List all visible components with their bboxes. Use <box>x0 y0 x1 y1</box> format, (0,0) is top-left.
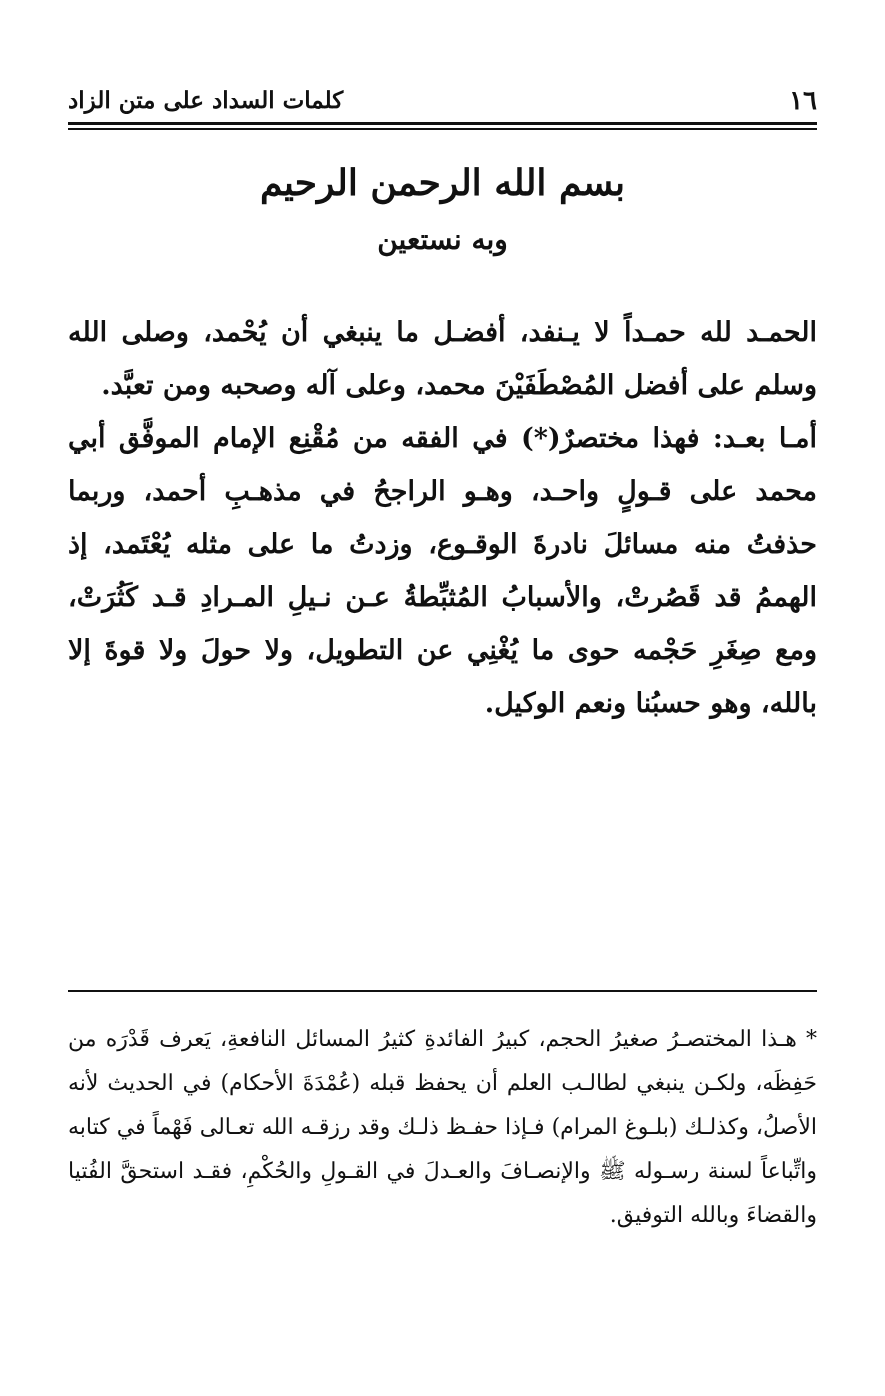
page-number: ١٦ <box>789 86 817 116</box>
paragraph: أمـا بعـد: فهذا مختصرٌ(*) في الفقه من مُقْنِع الإمام الموفَّق أبي محمد على قـولٍ واحـد، وهـو الراجحُ في مذهـبِ أحمد، وربما حذفتُ منه مسائلَ نادرةَ الوقـوع، وزدتُ ما على مثله يُعْتَمد، إذ الهممُ قد قَصُرتْ، والأسبابُ المُثبِّطةُ عـن نـيلِ المـرادِ قـد كَثُرَتْ، ومع صِغَرِ حَجْمه حوى ما يُغْنِي عن التطويل، ولا حولَ ولا قوةَ إلا بالله، وهو حسبُنا ونعم الوكيل. <box>68 423 817 719</box>
footnote: * هـذا المختصـرُ صغيرُ الحجم، كبيرُ الفائدةِ كثيرُ المسائل النافعةِ، يَعرف قَدْرَه من حَفِظَه، ولكـن ينبغي لطالـب العلم أن يحفظ قبله (عُمْدَةَ الأحكام) في الحديث لأنه الأصلُ، وكذلـك (بلـوغ المرام) فـإذا حفـظ ذلـك وقد رزقـه الله تعـالى فَهْماً في كتابه واتِّباعاً لسنة رسـوله ﷺ والإنصـافَ والعـدلَ في القـولِ والحُكْمِ، فقـد استحقَّ الفُتيا والقضاءَ وبالله التوفيق. <box>68 1027 817 1228</box>
body-text <box>68 306 817 730</box>
footnote-separator <box>68 990 817 992</box>
subheading: وبه نستعين <box>377 223 508 256</box>
header-rule-thin <box>68 128 817 130</box>
basmala: بسم الله الرحمن الرحيم <box>259 162 626 204</box>
paragraph: الحمـد لله حمـداً لا يـنفد، أفضـل ما ينبغي أن يُحْمد، وصلى الله وسلم على أفضل المُصْطَفَيْنَ محمد، وعلى آله وصحبه ومن تعبَّد. <box>68 317 817 401</box>
running-header <box>68 82 817 116</box>
header-rule-thick <box>68 122 817 125</box>
running-title: كلمات السداد على متن الزاد <box>68 87 344 114</box>
